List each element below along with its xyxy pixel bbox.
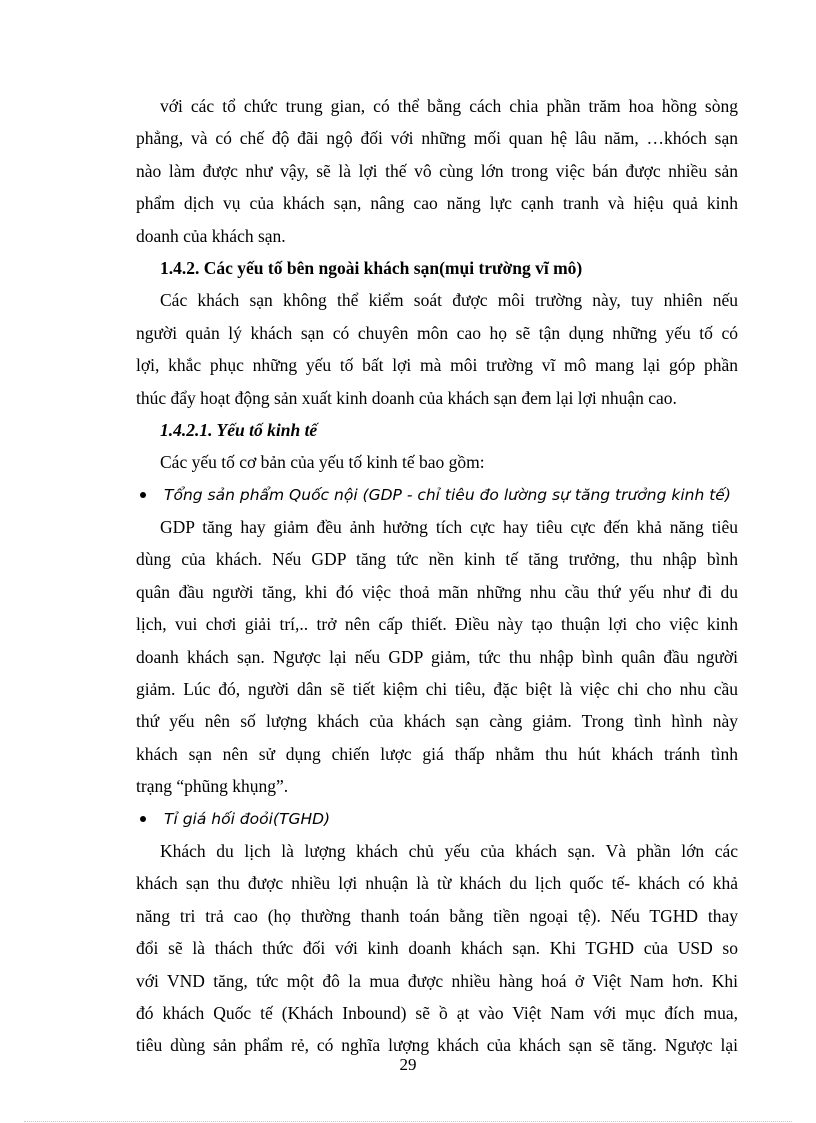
bullet-icon bbox=[140, 816, 146, 822]
paragraph-line: năng tri trả cao (họ thường thanh toán bằng tiền ngoại tệ). Nếu TGHD thay bbox=[136, 905, 738, 926]
paragraph-line: Khách du lịch là lượng khách chủ yếu của khách sạn. Và phần lớn các bbox=[160, 840, 738, 861]
paragraph-line: đó khách Quốc tế (Khách Inbound) sẽ ồ ạt vào Việt Nam với mục đích mua, bbox=[136, 1002, 738, 1023]
paragraph-line: thứ yếu nên số lượng khách của khách sạn càng giảm. Trong tình hình này bbox=[136, 711, 738, 732]
paragraph-line: doanh khách sạn. Ngược lại nếu GDP giảm, tức thu nhập bình quân đầu người bbox=[136, 646, 738, 667]
bullet-item bbox=[136, 803, 738, 835]
footer-divider bbox=[24, 1121, 792, 1122]
bullet-icon bbox=[140, 492, 146, 498]
paragraph-line: trạng “phũng khụng”. bbox=[136, 776, 289, 797]
bullet-text: Tỉ giá hối đoỏi(TGHD) bbox=[164, 809, 331, 828]
paragraph-line: phẳng, và có chế độ đãi ngộ đối với những mối quan hệ lâu năm, …khóch sạn bbox=[136, 128, 738, 149]
bullet-item bbox=[136, 479, 738, 511]
paragraph-line: với các tổ chức trung gian, có thể bằng cách chia phần trăm hoa hồng sòng bbox=[160, 96, 738, 116]
paragraph-line: nào làm được như vậy, sẽ là lợi thế vô cùng lớn trong việc bán được nhiều sản bbox=[136, 160, 738, 181]
paragraph-line: Các khách sạn không thể kiểm soát được môi trường này, tuy nhiên nếu bbox=[160, 290, 738, 311]
body-text bbox=[136, 90, 738, 1062]
paragraph-line: Các yếu tố cơ bản của yếu tố kinh tế bao gồm: bbox=[160, 452, 485, 473]
paragraph-line: lợi, khắc phục những yếu tố bất lợi mà môi trường vĩ mô mang lại góp phần bbox=[136, 355, 738, 376]
paragraph-line: thúc đẩy hoạt động sản xuất kinh doanh của khách sạn đem lại lợi nhuận cao. bbox=[136, 387, 677, 408]
section-heading: 1.4.2. Các yếu tố bên ngoài khách sạn(mụi trường vĩ mô) bbox=[160, 257, 583, 278]
paragraph-line: khách sạn nên sử dụng chiến lược giá thấp nhằm thu hút khách tránh tình bbox=[136, 743, 738, 764]
paragraph-line: người quản lý khách sạn có chuyên môn cao họ sẽ tận dụng những yếu tố có bbox=[136, 322, 738, 343]
paragraph-line: dùng của khách. Nếu GDP tăng tức nền kinh tế tăng trưởng, thu nhập bình bbox=[136, 549, 738, 570]
page-number: 29 bbox=[399, 1055, 417, 1074]
paragraph-line: giảm. Lúc đó, người dân sẽ tiết kiệm chi tiêu, đặc biệt là việc chi cho nhu cầu bbox=[136, 679, 738, 700]
paragraph-line: doanh của khách sạn. bbox=[136, 225, 286, 246]
paragraph-line: đổi sẽ là thách thức đối với kinh doanh khách sạn. Khi TGHD của USD so bbox=[136, 938, 738, 959]
paragraph-line: với VND tăng, tức một đô la mua được nhiều hàng hoá ở Việt Nam hơn. Khi bbox=[136, 970, 738, 991]
paragraph-line: quân đầu người tăng, khi đó việc thoả mãn những nhu cầu thứ yếu như đi du bbox=[136, 581, 738, 602]
paragraph-line: khách sạn thu được nhiều lợi nhuận là từ khách du lịch quốc tế- khách có khả bbox=[136, 873, 738, 894]
paragraph-line: phẩm dịch vụ của khách sạn, nâng cao năng lực cạnh tranh và hiệu quả kinh bbox=[136, 193, 738, 214]
bullet-text: Tổng sản phẩm Quốc nội (GDP - chỉ tiêu đo lường sự tăng trưởng kinh tế) bbox=[164, 485, 731, 504]
paragraph-line: GDP tăng hay giảm đều ảnh hưởng tích cực hay tiêu cực đến khả năng tiêu bbox=[160, 517, 738, 538]
paragraph-line: tiêu dùng sản phẩm rẻ, có nghĩa lượng khách của khách sạn sẽ tăng. Ngược lại bbox=[136, 1035, 738, 1056]
paragraph-line: lịch, vui chơi giải trí,.. trở nên cấp thiết. Điều này tạo thuận lợi cho việc kinh bbox=[136, 614, 738, 635]
subsection-heading: 1.4.2.1. Yếu tố kinh tế bbox=[160, 419, 318, 440]
